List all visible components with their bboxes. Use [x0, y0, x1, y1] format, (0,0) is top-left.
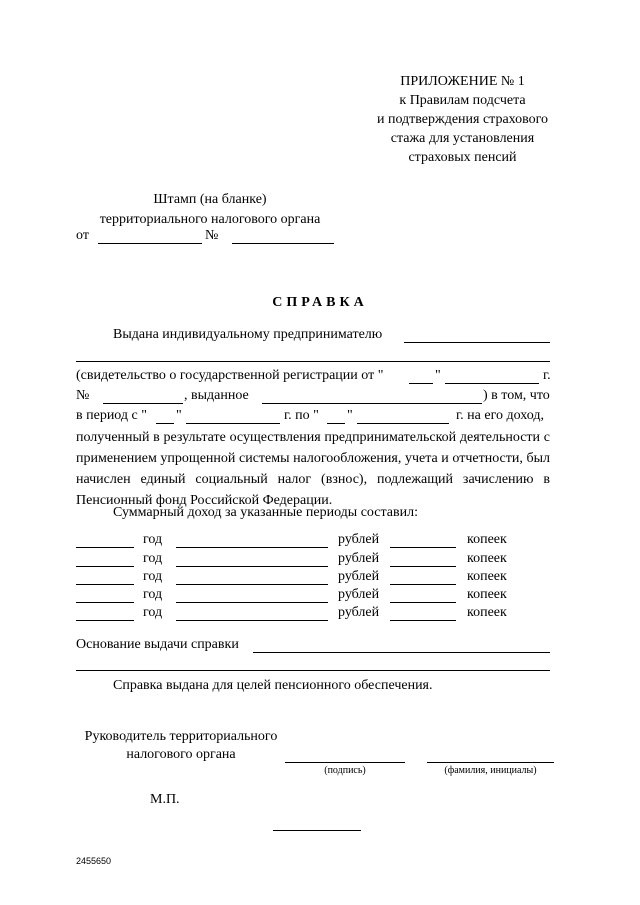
- stamp-date-field[interactable]: [98, 243, 202, 244]
- year-field[interactable]: [76, 566, 134, 567]
- kopecks-field[interactable]: [390, 566, 456, 567]
- rubles-field[interactable]: [176, 584, 328, 585]
- year-field[interactable]: [76, 602, 134, 603]
- kopecks-label: копеек: [467, 587, 507, 602]
- purpose-text: Справка выдана для целей пенсионного обеспечения.: [113, 678, 433, 693]
- issued-to-label: Выдана индивидуальному предпринимателю: [113, 327, 383, 342]
- year-field[interactable]: [76, 547, 134, 548]
- signature-field[interactable]: [285, 762, 405, 763]
- appendix-line: страховых пенсий: [408, 150, 517, 165]
- signatory-title-2: налогового органа: [126, 747, 236, 762]
- rubles-field[interactable]: [176, 547, 328, 548]
- year-label: год: [143, 551, 163, 566]
- period-from-day-field[interactable]: [156, 423, 174, 424]
- appendix-line: стажа для установления: [390, 131, 535, 146]
- year-label: год: [143, 587, 163, 602]
- certificate-label: (свидетельство о государственной регистрации от ": [76, 368, 384, 383]
- year-suffix: г.: [543, 368, 551, 383]
- entrepreneur-name-field-2[interactable]: [76, 361, 550, 362]
- kopecks-field[interactable]: [390, 620, 456, 621]
- period-from-label: в период с ": [76, 408, 147, 423]
- rubles-label: рублей: [338, 532, 380, 547]
- name-initials-field[interactable]: [427, 762, 554, 763]
- period-to-day-field[interactable]: [327, 423, 345, 424]
- year-field[interactable]: [76, 584, 134, 585]
- stamp-from-label: от: [76, 228, 89, 243]
- stamp-number-field[interactable]: [232, 243, 334, 244]
- appendix-line: и подтверждения страхового: [376, 112, 549, 127]
- appendix-line: к Правилам подсчета: [399, 93, 526, 108]
- year-label: год: [143, 532, 163, 547]
- issued-by-field[interactable]: [262, 403, 482, 404]
- signatory-title: Руководитель территориального: [84, 729, 278, 744]
- signatory-block: [76, 728, 286, 764]
- stamp-number-label: №: [205, 228, 219, 243]
- rubles-field[interactable]: [176, 602, 328, 603]
- tax-paragraph: полученный в результате осуществления предпринимательской деятельности с применением упрощенной системы налогообложения, учета и отчетности, был начислен единый социальный налог (взнос), подлежащий зачислению в Пенсионный фонд Российской Федерации.: [76, 430, 550, 508]
- rubles-label: рублей: [338, 587, 380, 602]
- name-caption: (фамилия, инициалы): [444, 765, 537, 776]
- quote-close: ": [435, 368, 441, 383]
- in-that-label: ) в том, что: [483, 388, 550, 403]
- basis-field[interactable]: [253, 652, 550, 653]
- document-code: 2455650: [76, 856, 112, 866]
- kopecks-field[interactable]: [390, 602, 456, 603]
- appendix-header: [345, 72, 580, 167]
- cert-number-label: №: [76, 388, 90, 403]
- seal-line: [273, 830, 361, 831]
- total-income-label: Суммарный доход за указанные периоды составил:: [113, 505, 418, 520]
- year-field[interactable]: [76, 620, 134, 621]
- document-title: СПРАВКА: [272, 295, 368, 310]
- basis-field-2[interactable]: [76, 670, 550, 671]
- seal-label: М.П.: [150, 792, 180, 807]
- period-from-month-field[interactable]: [186, 423, 280, 424]
- rubles-field[interactable]: [176, 566, 328, 567]
- signature-caption: (подпись): [324, 765, 366, 776]
- kopecks-field[interactable]: [390, 547, 456, 548]
- year-label: год: [143, 569, 163, 584]
- kopecks-label: копеек: [467, 532, 507, 547]
- period-to-label: г. по ": [284, 408, 319, 423]
- cert-day-field[interactable]: [409, 383, 433, 384]
- quote-close: ": [176, 408, 182, 423]
- cert-number-field[interactable]: [103, 403, 183, 404]
- period-to-month-field[interactable]: [357, 423, 449, 424]
- rubles-label: рублей: [338, 605, 380, 620]
- entrepreneur-name-field[interactable]: [404, 342, 550, 343]
- rubles-label: рублей: [338, 551, 380, 566]
- basis-label: Основание выдачи справки: [76, 637, 239, 652]
- stamp-authority: территориального налогового органа: [99, 212, 321, 227]
- stamp-label: Штамп (на бланке): [153, 192, 267, 207]
- rubles-label: рублей: [338, 569, 380, 584]
- stamp-block: [70, 190, 350, 230]
- income-label: г. на его доход,: [456, 408, 544, 423]
- quote-close: ": [347, 408, 353, 423]
- kopecks-field[interactable]: [390, 584, 456, 585]
- kopecks-label: копеек: [467, 551, 507, 566]
- kopecks-label: копеек: [467, 569, 507, 584]
- kopecks-label: копеек: [467, 605, 507, 620]
- cert-month-field[interactable]: [445, 383, 539, 384]
- rubles-field[interactable]: [176, 620, 328, 621]
- appendix-title: ПРИЛОЖЕНИЕ № 1: [400, 74, 525, 89]
- year-label: год: [143, 605, 163, 620]
- issued-by-label: , выданное: [184, 388, 249, 403]
